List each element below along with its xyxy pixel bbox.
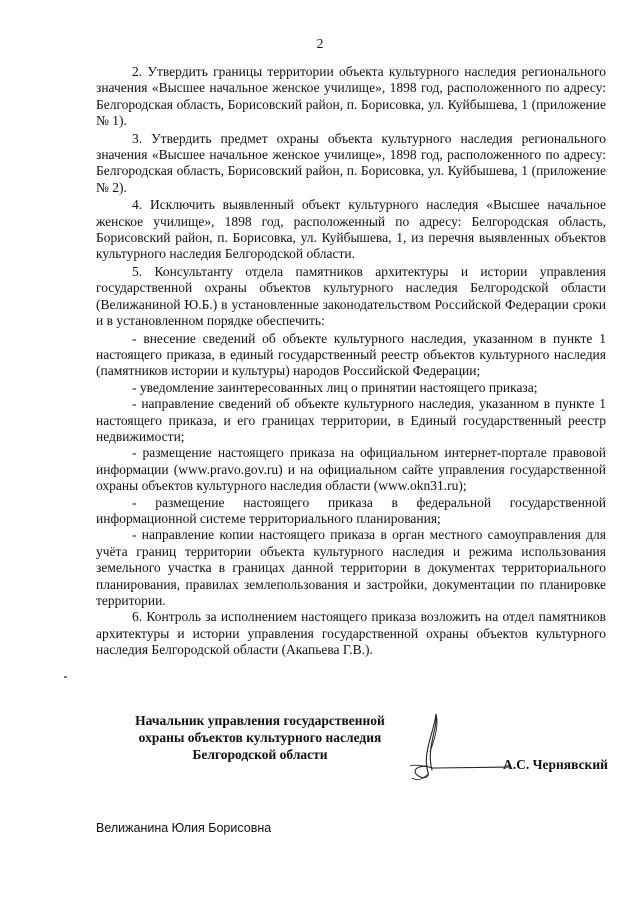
document-body [96,64,606,660]
bullet-item: - уведомление заинтересованных лиц о принятии настоящего приказа; [132,379,538,395]
signatory-position-line: охраны объектов культурного наследия [138,730,382,745]
paragraph-3: 3. Утвердить предмет охраны объекта культурного наследия регионального значения «Высшее начальное женское училище», 1898 год, расположенного по адресу: Белгородская область, Борисовский район, п. Борисовка, ул. Куйбышева, 1 (приложение № 2). [96,130,606,195]
bullet-item: - размещение настоящего приказа в федеральной государственной информационной системе территориального планирования; [96,494,606,526]
signatory-position-line: Начальник управления государственной [135,713,385,728]
paragraph-2: 2. Утвердить границы территории объекта культурного наследия регионального значения «Высшее начальное женское училище», 1898 год, расположенного по адресу: Белгородская область, Борисовский район, п. Борисовка, ул. Куйбышева, 1 (приложение № 1). [96,64,606,129]
paragraph-4: 4. Исключить выявленный объект культурного наследия «Высшее начальное женское училище», 1898 год, расположенный по адресу: Белгородская область, Борисовский район, п. Борисовка, ул. Куйбышева, 1, из перечня выявленных объектов культурного наследия Белгородской области. [96,197,606,262]
signatory-position-line: Белгородской области [192,747,328,762]
bullet-item: - внесение сведений об объекте культурного наследия, указанном в пункте 1 настоящего приказа, в единый государственный реестр объектов культурного наследия (памятников истории и культуры) народов Российской Федерации; [96,330,606,379]
page-number: 2 [316,36,324,51]
bullet-item: - размещение настоящего приказа на официальном интернет-портале правовой информации (www.pravo.gov.ru) и на официальном сайте управления государственной охраны объектов культурного наследия области (www.okn31.ru); [96,445,606,494]
signatory-name: А.С. Чернявский [503,757,608,772]
paragraph-5: 5. Консультанту отдела памятников архитектуры и истории управления государственной охраны объектов культурного наследия Белгородской области (Велижаниной Ю.Б.) в установленные законодательством Российской Федерации сроки и в установленном порядке обеспечить: [96,263,606,329]
bullet-item: - направление сведений об объекте культурного наследия, указанном в пункте 1 настоящего приказа, и его границах территории, в Единый государственный реестр недвижимости; [96,396,606,444]
handwritten-signature [392,708,512,788]
signatory-position [110,712,410,763]
paragraph-6: 6. Контроль за исполнением настоящего приказа возложить на отдел памятников архитектуры и истории управления государственной охраны объектов культурного наследия Белгородской области (Акапьева Г.В.). [96,609,606,658]
executor-name: Велижанина Юлия Борисовна [96,821,272,835]
margin-mark [64,676,67,678]
bullet-item: - направление копии настоящего приказа в орган местного самоуправления для учёта границ территории объекта культурного наследия и режима использования земельного участка в границах данной территории в документах территориального планирования, правилах землепользования и застройки, документации по планировке территории. [96,527,606,608]
